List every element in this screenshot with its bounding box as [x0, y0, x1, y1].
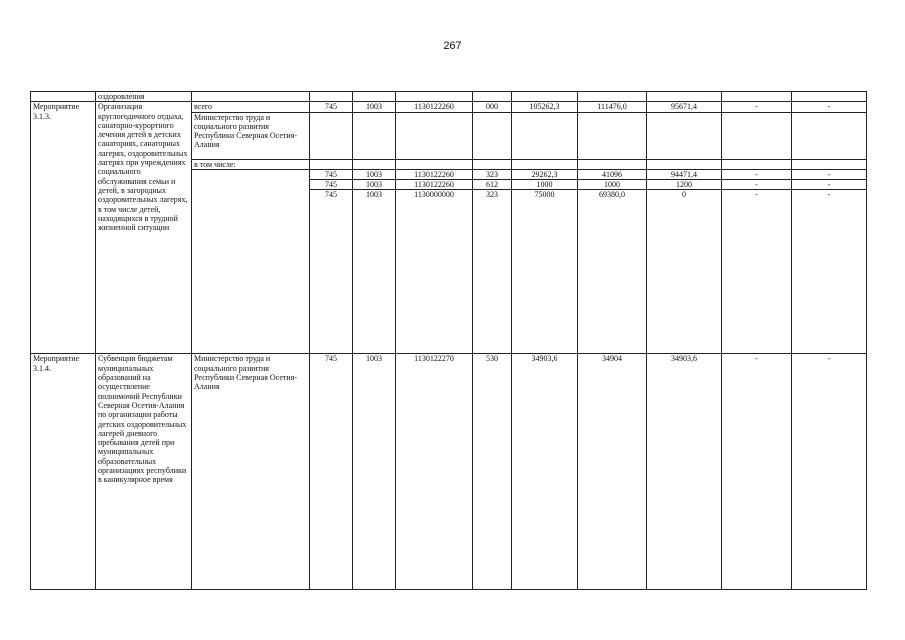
vr-cell: 530 [473, 354, 512, 590]
rzpr-cell: 1003 [353, 169, 396, 179]
year2-cell: 1000 [578, 180, 647, 190]
year3-cell: 94471,4 [647, 169, 722, 179]
vr-cell: 323 [473, 190, 512, 200]
year3-cell: 95671,4 [647, 102, 722, 112]
csr-cell: 1130122270 [396, 354, 473, 590]
year2-cell: 111476,0 [578, 102, 647, 112]
rzpr-cell: 1003 [353, 354, 396, 590]
year1-cell: 29262,3 [512, 169, 578, 179]
executor-cell: всего [192, 102, 310, 112]
code-cell: Мероприятие 3.1.3. [31, 102, 96, 354]
executor-cell: Министерство труда и социального развития Республики Северная Осетия-Алания [192, 354, 310, 590]
code-cell: Мероприятие 3.1.4. [31, 354, 96, 590]
year5-cell: - [792, 190, 867, 200]
year4-cell: - [722, 354, 792, 590]
grbs-cell: 745 [310, 169, 353, 179]
table-row [31, 102, 867, 112]
table-row [31, 354, 867, 590]
year2-cell: 41096 [578, 169, 647, 179]
budget-table [30, 91, 867, 590]
rzpr-cell: 1003 [353, 180, 396, 190]
year4-cell: - [722, 169, 792, 179]
grbs-cell: 745 [310, 102, 353, 112]
rzpr-cell: 1003 [353, 190, 396, 200]
grbs-cell: 745 [310, 354, 353, 590]
year3-cell: 0 [647, 190, 722, 200]
year5-cell: - [792, 354, 867, 590]
name-cell: Субвенции бюджетам муниципальных образований на осуществление полномочий Республики Северная Осетия-Алания по организации работы детских оздоровительных лагерей дневного пребывания детей при муниципальных образовательных организациях республики в каникулярное время [96, 354, 192, 590]
vr-cell: 612 [473, 180, 512, 190]
page-number: 267 [443, 40, 462, 52]
vr-cell: 323 [473, 169, 512, 179]
year1-cell: 105262,3 [512, 102, 578, 112]
year2-cell: 34904 [578, 354, 647, 590]
executor-cell [192, 92, 310, 102]
year4-cell: - [722, 190, 792, 200]
csr-cell: 1130122260 [396, 169, 473, 179]
grbs-cell: 745 [310, 180, 353, 190]
vr-cell: 000 [473, 102, 512, 112]
year5-cell: - [792, 102, 867, 112]
name-cell: Организация круглогодичного отдыха, санаторно-курортного лечения детей в детских санаториях, санаторных лагерях, оздоровительных лагерях при учреждениях социального обслуживания семьи и детей, в загородных оздоровительных лагерях, в том числе детей, находящихся в трудной жизненной ситуации [96, 102, 192, 354]
year4-cell: - [722, 180, 792, 190]
grbs-cell: 745 [310, 190, 353, 200]
year1-cell: 75000 [512, 190, 578, 200]
year1-cell: 1000 [512, 180, 578, 190]
year5-cell: - [792, 180, 867, 190]
year3-cell: 34903,6 [647, 354, 722, 590]
rzpr-cell: 1003 [353, 102, 396, 112]
executor-cell [192, 169, 310, 354]
csr-cell: 1130122260 [396, 102, 473, 112]
year3-cell: 1200 [647, 180, 722, 190]
year4-cell: - [722, 102, 792, 112]
year2-cell: 69380,0 [578, 190, 647, 200]
executor-cell: Министерство труда и социального развития Республики Северная Осетия-Алания [192, 112, 310, 159]
executor-cell: в том числе: [192, 159, 310, 169]
table-row [31, 92, 867, 102]
csr-cell: 1130122260 [396, 180, 473, 190]
csr-cell: 1130000000 [396, 190, 473, 200]
name-cell: оздоровления [96, 92, 192, 102]
code-cell [31, 92, 96, 102]
year5-cell: - [792, 169, 867, 179]
year1-cell: 34903,6 [512, 354, 578, 590]
